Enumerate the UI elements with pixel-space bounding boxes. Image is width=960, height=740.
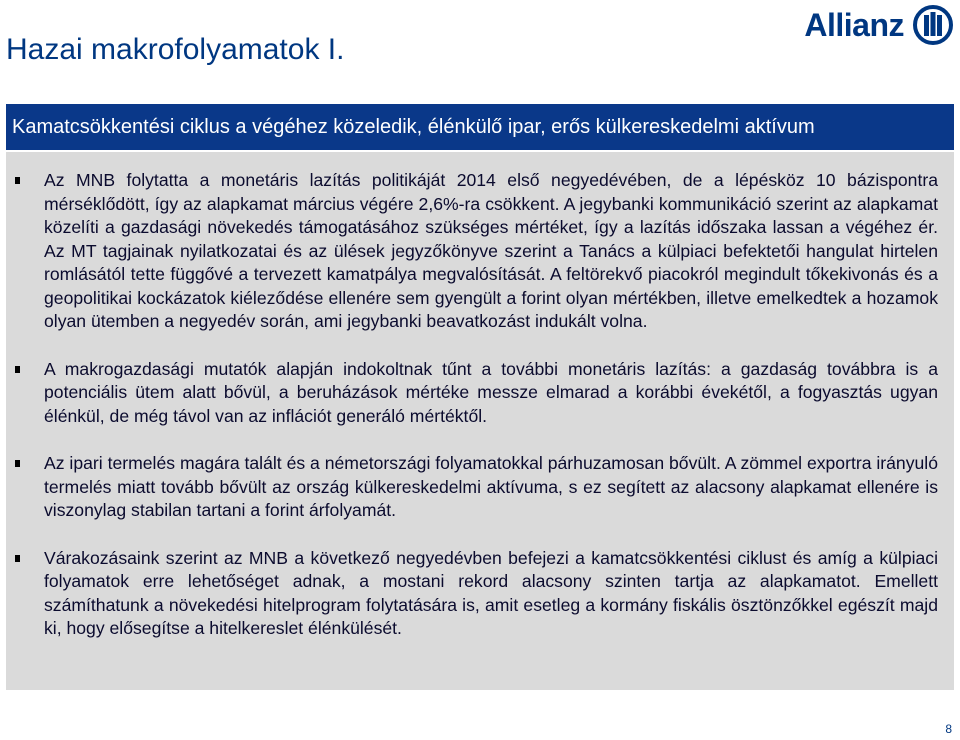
bullet-square-icon	[14, 547, 44, 641]
bullet-item	[14, 452, 938, 523]
bullet-square-icon	[14, 452, 44, 523]
bullet-item	[14, 358, 938, 429]
allianz-eagle-icon	[912, 4, 954, 46]
allianz-logo	[804, 4, 954, 46]
bullet-text: Az ipari termelés magára talált és a németországi folyamatokkal párhuzamosan bővült. A zömmel exportra irányuló termelés miatt tovább bővült az ország külkereskedelmi aktívuma, s ez segített az alacsony alapkamat ellenére is viszonylag stabilan tartani a forint árfolyamát.	[44, 453, 938, 520]
logo-text: Allianz	[804, 7, 904, 43]
content-panel	[6, 152, 954, 690]
bullet-item	[14, 169, 938, 334]
bullet-square-icon	[14, 169, 44, 334]
bullet-text: Várakozásaink szerint az MNB a következő negyedévben befejezi a kamatcsökkentési ciklust és amíg a külpiaci folyamatok erre lehetőséget adnak, a mostani rekord alacsony szinten tartja az alapkamatot. Emellett számíthatunk a növekedési hitelprogram folytatására is, amit esetleg a kormány fiskális ösztönzőkkel egészít majd ki, hogy elősegítse a hitelkereslet élénkülését.	[44, 547, 938, 638]
page-number: 8	[945, 722, 952, 736]
bullet-text: Az MNB folytatta a monetáris lazítás politikáját 2014 első negyedévében, de a lépésköz 10 bázispontra mérséklődött, így az alapkamat március végére 2,6%-ra csökkent. A jegybanki kommunikáció szerint az alapkamat közelíti a gazdasági növekedés támogatásához szükséges mértéket, így a lazítás időszaka lassan a végéhez ér. Az MT tagjainak nyilatkozatai és az ülések jegyzőkönyve szerint a Tanács a külpiaci befektetői hangulat hirtelen romlásától tette függővé a tervezett kamatpálya megvalósítását. A feltörekvő piacokról megindult tőkekivonás és a geopolitikai kockázatok kiéleződése ellenére sem gyengült a forint olyan mértékben, illetve emelkedtek a hozamok olyan ütemben a negyedév során, ami jegybanki beavatkozást indukált volna.	[44, 170, 938, 331]
subtitle-banner: Kamatcsökkentési ciklus a végéhez közeledik, élénkülő ipar, erős külkereskedelmi aktívum	[6, 104, 954, 150]
bullet-square-icon	[14, 358, 44, 429]
bullet-text: A makrogazdasági mutatók alapján indokoltnak tűnt a további monetáris lazítás: a gazdaság továbbra is a potenciális ütem alatt bővül, a beruházások mértéke messze elmarad a korábbi évekétől, a fogyasztás ugyan élénkül, de még távol van az inflációt generáló mértéktől.	[44, 358, 938, 426]
page-title: Hazai makrofolyamatok I.	[6, 33, 345, 66]
bullet-item	[14, 547, 938, 641]
